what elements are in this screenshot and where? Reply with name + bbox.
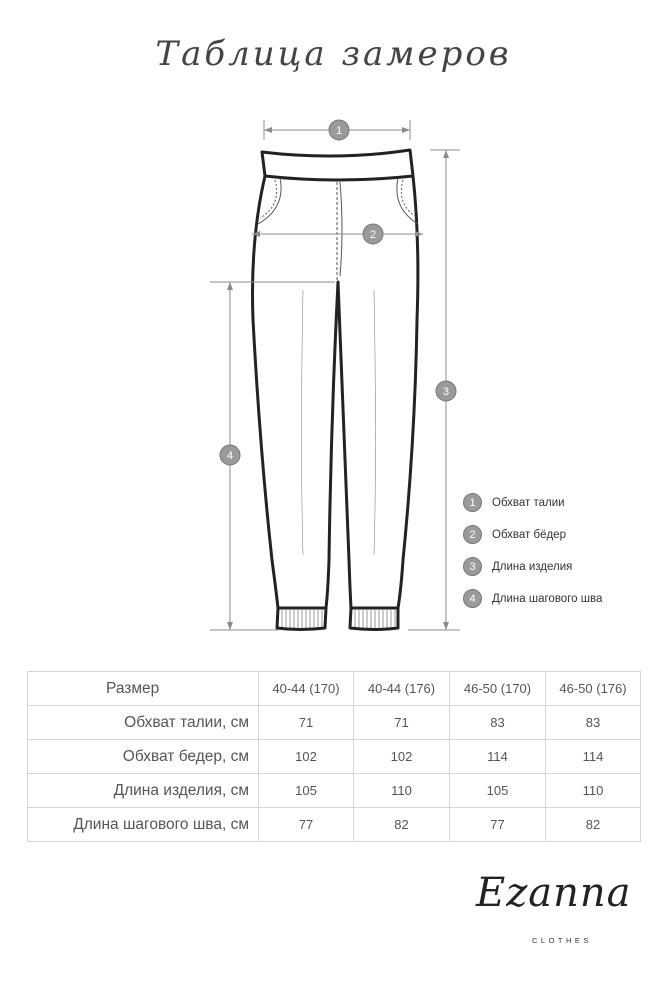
table-cell: 110: [354, 774, 450, 808]
marker-4: [220, 445, 240, 465]
table-row: [28, 740, 641, 774]
legend-number: 4: [463, 589, 482, 608]
table-cell: 82: [354, 808, 450, 842]
cuff-ribbing: [282, 610, 395, 628]
table-cell: 71: [354, 706, 450, 740]
table-row: [28, 774, 641, 808]
table-cell: 110: [546, 774, 641, 808]
marker-3: [436, 381, 456, 401]
table-cell: 83: [450, 706, 546, 740]
brand-name: Ezanna: [476, 870, 632, 916]
table-cell: 71: [259, 706, 354, 740]
table-header-row: [28, 672, 641, 706]
table-cell: 114: [546, 740, 641, 774]
legend-item: [463, 524, 602, 545]
brand-logo: [476, 870, 636, 950]
row-label: Длина изделия, см: [28, 774, 259, 808]
legend-label: Обхват талии: [492, 496, 565, 509]
table-cell: 114: [450, 740, 546, 774]
page-title: Таблица замеров: [155, 34, 512, 74]
svg-text:3: 3: [442, 386, 450, 398]
table-header-cell: Размер: [28, 672, 259, 706]
table-cell: 105: [259, 774, 354, 808]
legend-item: [463, 588, 602, 609]
table-row: [28, 706, 641, 740]
row-label: Длина шагового шва, см: [28, 808, 259, 842]
marker-1: [329, 120, 349, 140]
legend-number: 1: [463, 493, 482, 512]
legend-item: [463, 492, 602, 513]
table-header-cell: 46-50 (176): [546, 672, 641, 706]
marker-2: [363, 224, 383, 244]
table-cell: 83: [546, 706, 641, 740]
pocket-seams: [258, 178, 418, 555]
legend-item: [463, 556, 602, 577]
size-table: [27, 671, 641, 842]
table-row: [28, 808, 641, 842]
brand-tagline: CLOTHES: [532, 936, 592, 945]
table-cell: 105: [450, 774, 546, 808]
pants-outline: [253, 150, 418, 630]
measurement-legend: [463, 492, 602, 620]
table-cell: 102: [354, 740, 450, 774]
legend-number: 2: [463, 525, 482, 544]
svg-text:1: 1: [335, 125, 343, 137]
legend-label: Длина изделия: [492, 560, 573, 573]
table-header-cell: 40-44 (176): [354, 672, 450, 706]
legend-label: Длина шагового шва: [492, 592, 603, 605]
table-cell: 82: [546, 808, 641, 842]
legend-label: Обхват бёдер: [492, 528, 566, 541]
row-label: Обхват талии, см: [28, 706, 259, 740]
table-cell: 77: [259, 808, 354, 842]
table-cell: 77: [450, 808, 546, 842]
svg-text:4: 4: [226, 450, 234, 462]
table-header-cell: 40-44 (170): [259, 672, 354, 706]
table-cell: 102: [259, 740, 354, 774]
svg-text:2: 2: [369, 229, 377, 241]
legend-number: 3: [463, 557, 482, 576]
row-label: Обхват бедер, см: [28, 740, 259, 774]
table-header-cell: 46-50 (170): [450, 672, 546, 706]
